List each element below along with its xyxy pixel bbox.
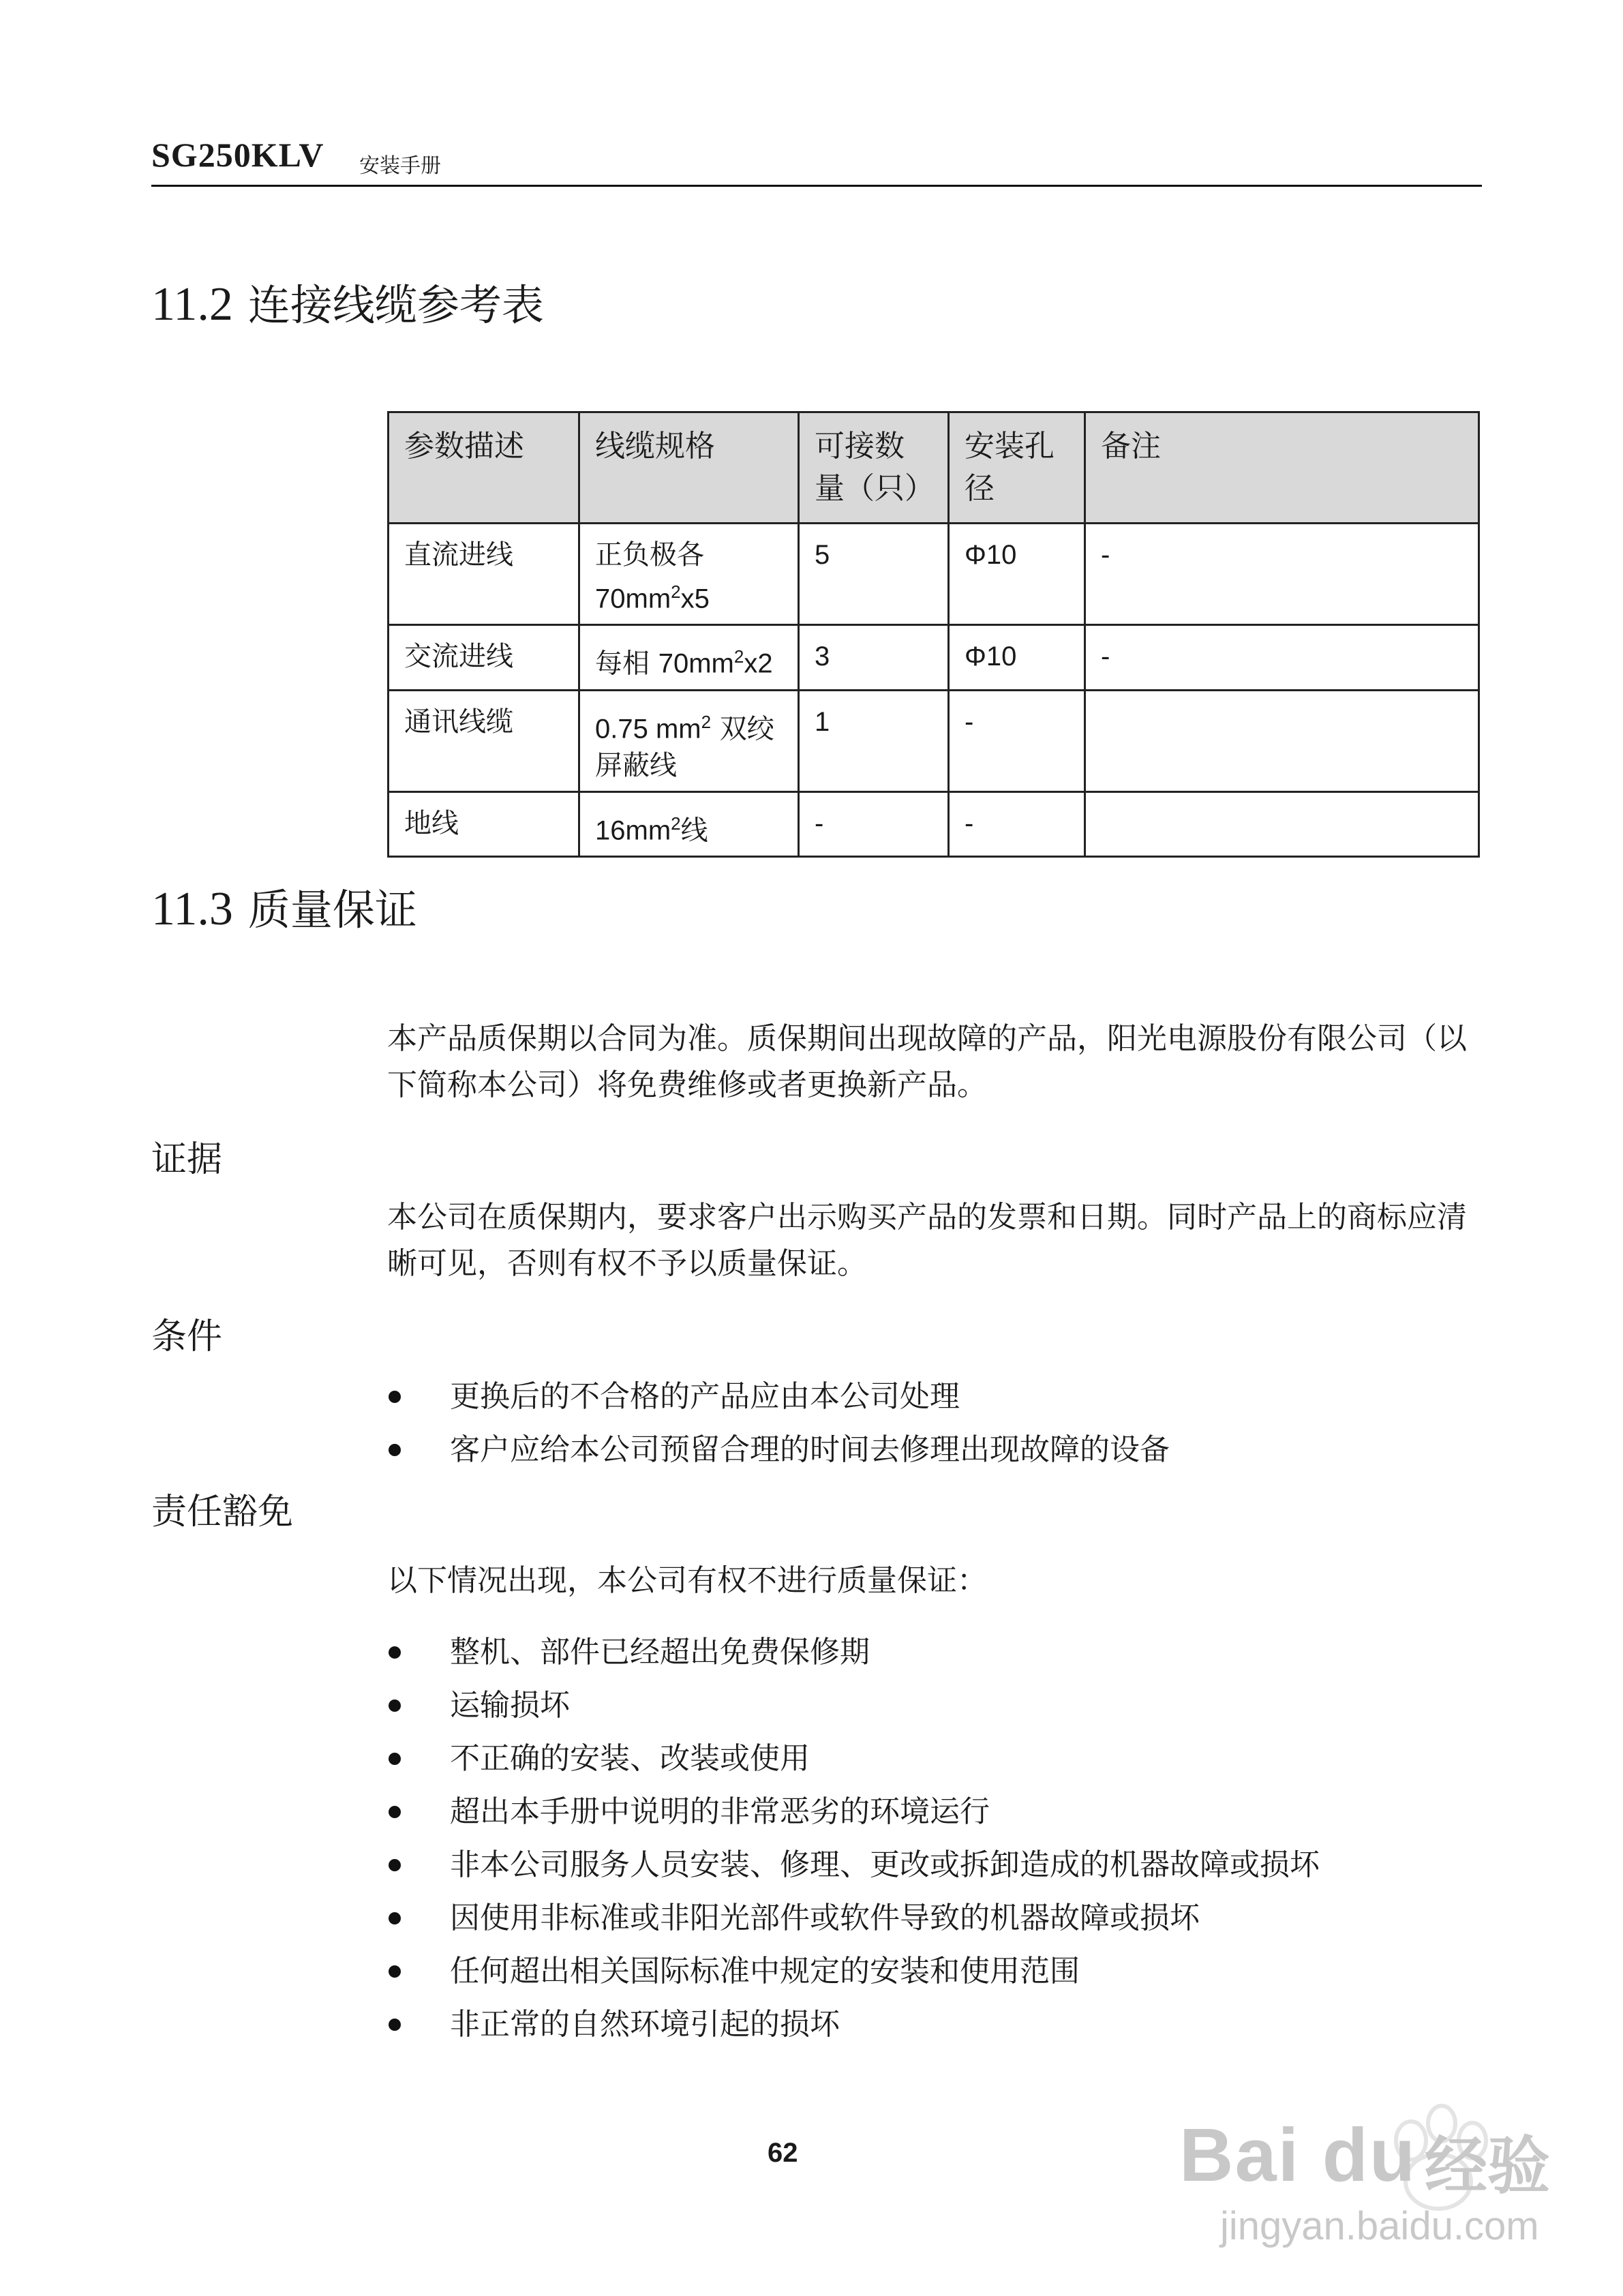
list-item: 非本公司服务人员安装、修理、更改或拆卸造成的机器故障或损坏	[387, 1839, 1320, 1892]
disclaimer-list	[387, 1626, 1320, 2051]
bullet-icon	[389, 1806, 401, 1818]
cable-reference-table	[387, 411, 1480, 858]
list-item: 任何超出相关国际标准中规定的安装和使用范围	[387, 1945, 1320, 1998]
cell-hole: -	[949, 791, 1085, 856]
cell-hole: -	[949, 690, 1085, 791]
header-divider	[151, 185, 1482, 187]
section-11-3-heading	[151, 876, 417, 937]
section-11-2-heading	[151, 271, 544, 332]
cell-param: 地线	[389, 791, 579, 856]
conditions-heading: 条件	[151, 1316, 223, 1357]
watermark-product: 经验	[1425, 2130, 1551, 2203]
table-row	[389, 690, 1479, 791]
cell-count: 1	[799, 690, 949, 791]
cell-spec: $16mm^2$线	[579, 791, 799, 856]
section-title: 连接线缆参考表	[247, 280, 544, 330]
bullet-icon	[389, 1391, 401, 1403]
bullet-icon	[389, 1646, 401, 1659]
cell-spec: 每相 $70mm^2x2$	[579, 625, 799, 690]
table-row	[389, 625, 1479, 690]
cell-note: -	[1085, 625, 1479, 690]
header-param: 参数描述	[389, 412, 579, 524]
cell-param: 直流进线	[389, 524, 579, 625]
section-title: 质量保证	[247, 885, 417, 935]
bullet-icon	[389, 1965, 401, 1978]
cell-note	[1085, 791, 1479, 856]
disclaimer-intro: 以下情况出现，本公司有权不进行质量保证：	[387, 1563, 987, 1598]
section-number: 11.2	[151, 278, 233, 331]
bullet-icon	[389, 1700, 401, 1712]
list-item: 非正常的自然环境引起的损坏	[387, 1998, 1320, 2051]
bullet-icon	[389, 1444, 401, 1456]
disclaimer-heading: 责任豁免	[151, 1492, 294, 1532]
bullet-icon	[389, 1753, 401, 1765]
cell-note: -	[1085, 524, 1479, 625]
document-subtitle: 安装手册	[359, 154, 441, 178]
cell-hole: Φ10	[949, 625, 1085, 690]
bullet-icon	[389, 1859, 401, 1871]
list-item: 更换后的不合格的产品应由本公司处理	[387, 1370, 1170, 1423]
watermark-brand: Bai du	[1179, 2113, 1417, 2197]
cell-spec: 0.75 $mm^2$ 双绞屏蔽线	[579, 690, 799, 791]
evidence-paragraph: 本公司在质保期内，要求客户出示购买产品的发票和日期。同时产品上的商标应清晰可见，否则有权不予以质量保证。	[387, 1200, 1467, 1281]
header-note: 备注	[1085, 412, 1479, 524]
cell-param: 交流进线	[389, 625, 579, 690]
watermark-url: jingyan.baidu.com	[1220, 2204, 1539, 2248]
list-item: 超出本手册中说明的非常恶劣的环境运行	[387, 1785, 1320, 1839]
cell-count: 3	[799, 625, 949, 690]
list-item: 不正确的安装、改装或使用	[387, 1732, 1320, 1785]
header-hole: 安装孔径	[949, 412, 1085, 524]
header-count: 可接数量（只）	[799, 412, 949, 524]
warranty-intro-paragraph: 本产品质保期以合同为准。质保期间出现故障的产品，阳光电源股份有限公司（以下简称本公司）将免费维修或者更换新产品。	[387, 1021, 1467, 1102]
bullet-icon	[389, 1912, 401, 1924]
list-item: 因使用非标准或非阳光部件或软件导致的机器故障或损坏	[387, 1892, 1320, 1945]
cell-count: -	[799, 791, 949, 856]
page-number: 62	[768, 2138, 798, 2168]
cell-param: 通讯线缆	[389, 690, 579, 791]
cell-hole: Φ10	[949, 524, 1085, 625]
bullet-icon	[389, 2019, 401, 2031]
table-row	[389, 524, 1479, 625]
table-row	[389, 791, 1479, 856]
conditions-list	[387, 1370, 1170, 1477]
section-number: 11.3	[151, 883, 233, 935]
cell-count: 5	[799, 524, 949, 625]
document-model-name: SG250KLV	[151, 136, 324, 174]
header-spec: 线缆规格	[579, 412, 799, 524]
list-item: 整机、部件已经超出免费保修期	[387, 1626, 1320, 1679]
evidence-heading: 证据	[151, 1139, 223, 1180]
cell-spec: 正负极各 $70mm^2x5$	[579, 524, 799, 625]
list-item: 客户应给本公司预留合理的时间去修理出现故障的设备	[387, 1423, 1170, 1477]
list-item: 运输损坏	[387, 1679, 1320, 1732]
cell-note	[1085, 690, 1479, 791]
